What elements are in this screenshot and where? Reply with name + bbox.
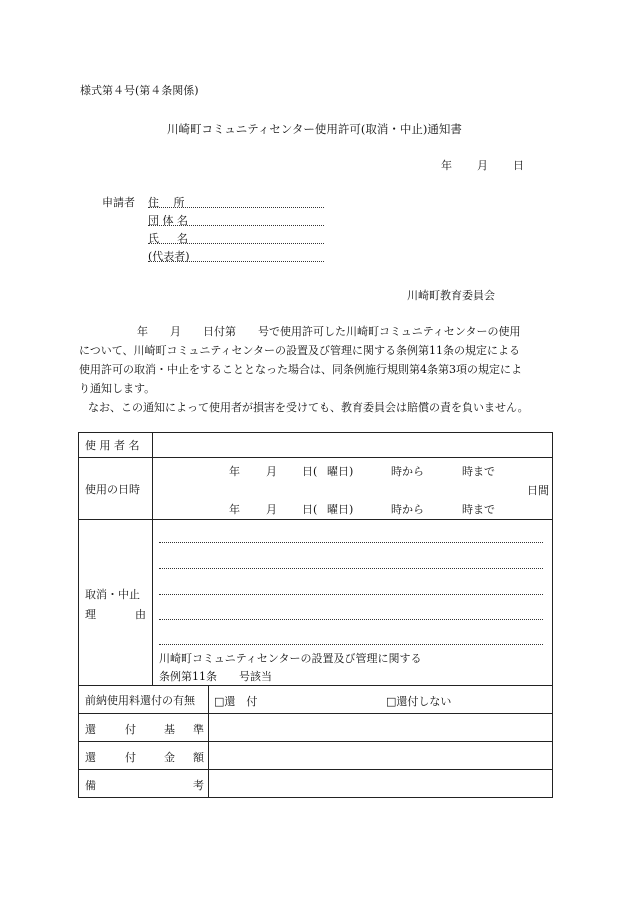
reason-label-ri: 理 <box>85 608 96 621</box>
refund-options <box>209 686 553 714</box>
amt-char-3: 金 <box>164 751 175 764</box>
dt2-from: 時から <box>391 503 424 516</box>
dt2-day: 日( <box>302 503 318 516</box>
date-month: 月 <box>477 159 488 172</box>
body-line-1: 年 月 日付第 号で使用許可した川崎町コミュニティセンターの使用 <box>137 325 521 338</box>
applicant-rep-line <box>148 261 324 262</box>
applicant-group-label: 団 体 名 <box>148 214 188 227</box>
body-line-5: なお、この通知によって使用者が損害を受けても、教育委員会は賠償の責を負いません。 <box>88 401 529 414</box>
reason-value[interactable] <box>153 520 553 686</box>
dt1-day: 日( <box>302 465 318 478</box>
dt2-dow: 曜日) <box>327 503 354 516</box>
reason-label-yu: 由 <box>135 608 146 621</box>
refund-standard-value[interactable] <box>209 714 553 742</box>
row-amount <box>79 742 553 770</box>
std-char-3: 基 <box>164 723 175 736</box>
applicant-name-line <box>148 243 324 244</box>
std-char-1: 還 <box>85 723 96 736</box>
body-line-3: 使用許可の取消・中止をすることとなった場合は、同条例施行規則第4条第3項の規定によ <box>79 363 522 376</box>
rem-char-1: 備 <box>85 779 96 792</box>
reason-note-1: 川崎町コミュニティセンターの設置及び管理に関する <box>159 652 422 665</box>
amt-char-4: 額 <box>193 751 204 764</box>
permit-table <box>78 432 553 798</box>
row-remarks <box>79 770 553 798</box>
applicant-heading: 申請者 <box>102 196 135 209</box>
amt-char-2: 付 <box>125 751 136 764</box>
row-datetime <box>79 458 553 520</box>
applicant-address-line <box>148 207 324 208</box>
dt1-month: 月 <box>266 465 277 478</box>
reason-line-1 <box>159 542 543 543</box>
applicant-address-label: 住 所 <box>148 196 185 209</box>
dt-days: 日間 <box>527 484 549 497</box>
refund-no-checkbox[interactable]: □還付しない <box>386 695 452 708</box>
row-refund <box>79 686 553 714</box>
user-name-label: 使 用 者 名 <box>79 433 153 458</box>
reason-label-line1: 取消・中止 <box>85 588 140 601</box>
reason-note-2: 条例第11条 号該当 <box>159 670 272 683</box>
refund-yes-checkbox[interactable]: □還 付 <box>214 695 258 708</box>
refund-standard-label <box>79 714 209 742</box>
remarks-value[interactable] <box>209 770 553 798</box>
date-day: 日 <box>513 159 524 172</box>
date-year: 年 <box>441 159 452 172</box>
reason-line-2 <box>159 568 543 569</box>
user-name-value[interactable] <box>153 433 553 458</box>
dt1-from: 時から <box>391 465 424 478</box>
row-user <box>79 433 553 458</box>
issuer: 川崎町教育委員会 <box>407 289 495 302</box>
datetime-label: 使用の日時 <box>79 458 153 520</box>
std-char-2: 付 <box>125 723 136 736</box>
reason-line-4 <box>159 619 543 620</box>
remarks-label <box>79 770 209 798</box>
datetime-value[interactable] <box>153 458 553 520</box>
dt2-year: 年 <box>229 503 240 516</box>
std-char-4: 準 <box>193 723 204 736</box>
document-title: 川崎町コミュニティセンター使用許可(取消・中止)通知書 <box>167 122 462 136</box>
applicant-name-label: 氏 名 <box>148 232 188 245</box>
refund-amount-value[interactable] <box>209 742 553 770</box>
body-line-4: り通知します。 <box>79 382 156 395</box>
amt-char-1: 還 <box>85 751 96 764</box>
row-standard <box>79 714 553 742</box>
dt1-dow: 曜日) <box>327 465 354 478</box>
row-reason <box>79 520 553 686</box>
applicant-rep-label: (代表者) <box>148 250 190 263</box>
reason-line-3 <box>159 594 543 595</box>
reason-label <box>79 520 153 686</box>
refund-label: 前納使用料還付の有無 <box>79 686 209 714</box>
refund-amount-label <box>79 742 209 770</box>
reason-line-5 <box>159 644 543 645</box>
rem-char-2: 考 <box>193 779 204 792</box>
form-number: 様式第４号(第４条関係) <box>80 84 199 97</box>
applicant-group-line <box>148 225 324 226</box>
dt1-to: 時まで <box>462 465 495 478</box>
dt2-to: 時まで <box>462 503 495 516</box>
body-line-2: について、川崎町コミュニティセンターの設置及び管理に関する条例第11条の規定による <box>79 344 521 357</box>
dt1-year: 年 <box>229 465 240 478</box>
dt2-month: 月 <box>266 503 277 516</box>
